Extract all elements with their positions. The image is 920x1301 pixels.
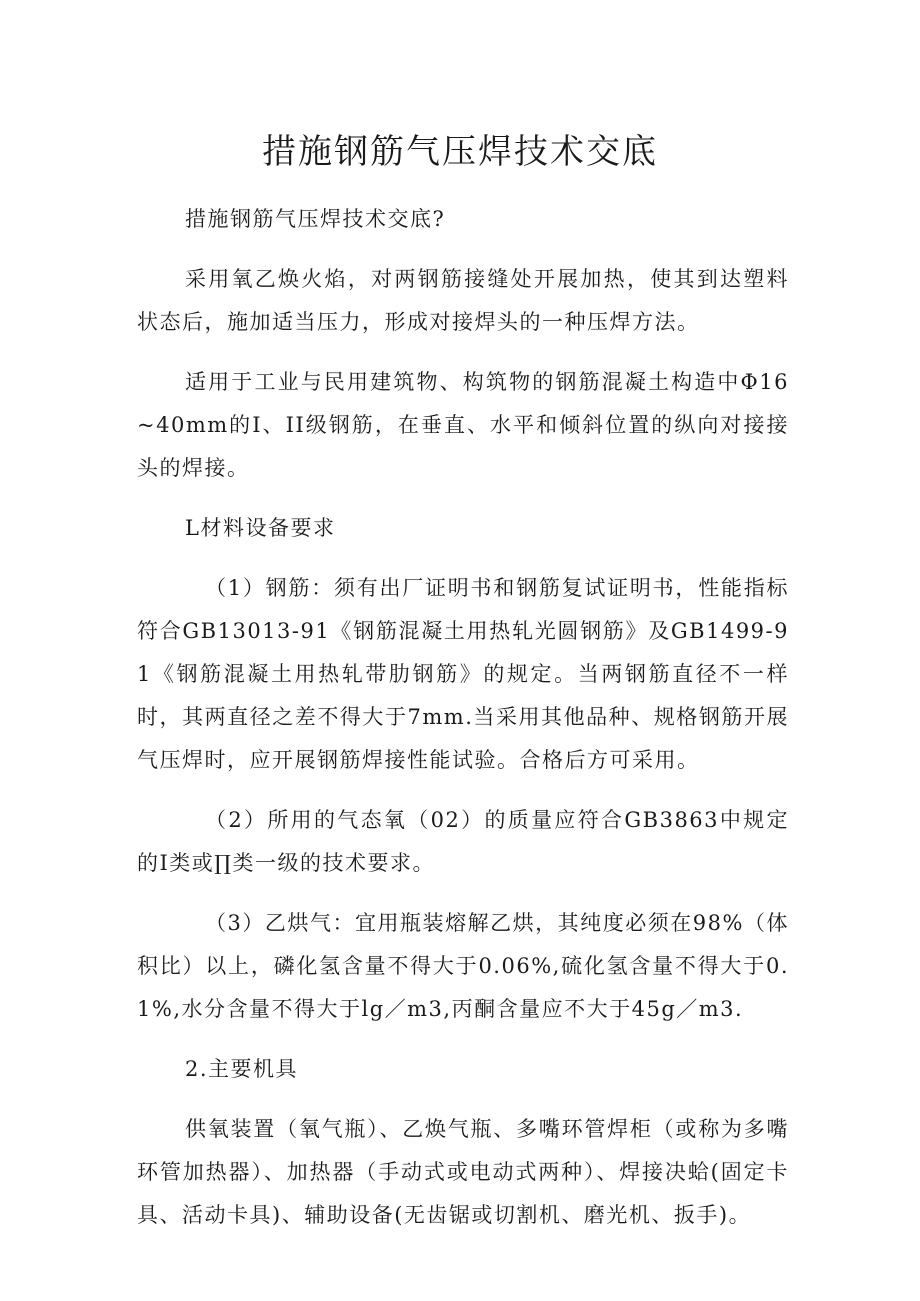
document-title: 措施钢筋气压焊技术交底 [262, 132, 658, 172]
paragraph-scope: 适用于工业与民用建筑物、构筑物的钢筋混凝土构造中Φ16~40mm的I、II级钢筋，在垂直、水平和倾斜位置的纵向对接接头的焊接。 [137, 370, 789, 480]
paragraph-item-acetylene: （3）乙烘气：宜用瓶装熔解乙烘，其纯度必须在98%（体积比）以上，磷化氢含量不得大于0.06%,硫化氢含量不得大于0.1%,水分含量不得大于lg／m3,丙酮含量应不大于45g／m3. [137, 911, 789, 1021]
paragraph-equipment-list: 供氧装置（氧气瓶）、乙焕气瓶、多嘴环管焊柜（或称为多嘴环管加热器）、加热器（手动式或电动式两种）、焊接决蛤(固定卡具、活动卡具)、辅助设备(无齿锯或切割机、磨光机、扳手)。 [137, 1117, 789, 1227]
section-heading-equipment: 2.主要机具 [185, 1057, 299, 1081]
paragraph-definition: 采用氧乙焕火焰，对两钢筋接缝处开展加热，使其到达塑料状态后，施加适当压力，形成对接焊头的一种压焊方法。 [137, 267, 789, 334]
paragraph-subtitle: 措施钢筋气压焊技术交底? [185, 207, 446, 231]
section-heading-materials: L材料设备要求 [185, 516, 336, 540]
document-body [137, 198, 789, 1254]
paragraph-item-oxygen: （2）所用的气态氧（02）的质量应符合GB3863中规定的I类或∏类一级的技术要求。 [137, 808, 789, 875]
paragraph-item-rebar: （1）钢筋：须有出厂证明书和钢筋复试证明书，性能指标符合GB13013-91《钢筋混凝土用热轧光圆钢筋》及GB1499-91《钢筋混凝土用热轧带肋钢筋》的规定。当两钢筋直径不一样时，其两直径之差不得大于7mm.当采用其他品种、规格钢筋开展气压焊时，应开展钢筋焊接性能试验。合格后方可采用。 [137, 576, 789, 772]
